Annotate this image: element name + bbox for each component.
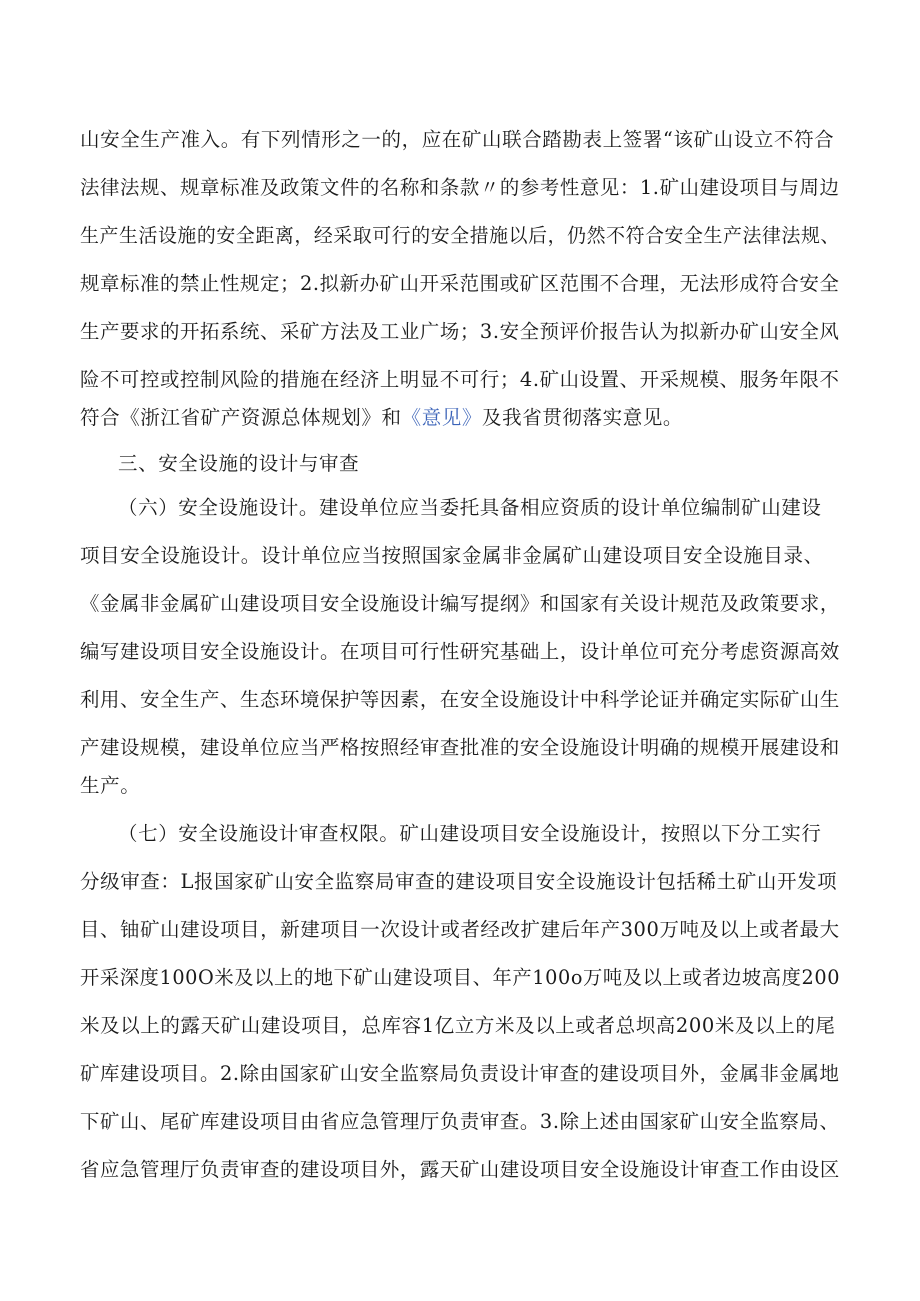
line-text-before-link: 符合《浙江省矿产资源总体规划》和 (80, 406, 402, 429)
paragraph-line: 项目安全设施设计。设计单位应当按照国家金属非金属矿山建设项目安全设施目录、 (80, 544, 824, 567)
paragraph-line: 生产要求的开拓系统、采矿方法及工业广场；3.安全预评价报告认为拟新办矿山安全风 (80, 320, 840, 343)
paragraph-line: 生产生活设施的安全距离，经采取可行的安全措施以后，仍然不符合安全生产法律法规、 (80, 224, 840, 247)
paragraph-line: 编写建设项目安全设施设计。在项目可行性研究基础上，设计单位可充分考虑资源高效 (80, 640, 840, 663)
paragraph-line: 险不可控或控制风险的措施在经济上明显不可行；4.矿山设置、开采规模、服务年限不 (80, 368, 840, 391)
paragraph-line: 法律法规、规章标准及政策文件的名称和条款〃的参考性意见：1.矿山建设项目与周边 (80, 176, 840, 199)
paragraph-line: 生产。 (80, 774, 141, 797)
line-text-after-link: 及我省贯彻落实意见。 (482, 406, 684, 429)
paragraph-line: 规章标准的禁止性规定；2.拟新办矿山开采范围或矿区范围不合理，无法形成符合安全 (80, 272, 840, 295)
paragraph-line: 利用、安全生产、生态环境保护等因素，在安全设施设计中科学论证并确定实际矿山生 (80, 688, 840, 711)
paragraph-line: 省应急管理厅负责审查的建设项目外，露天矿山建设项目安全设施设计审查工作由设区 (80, 1158, 840, 1181)
paragraph-line: 分级审查：L报国家矿山安全监察局审查的建设项目安全设施设计包括稀土矿山开发项 (80, 870, 838, 893)
section-heading: 三、安全设施的设计与审查 (118, 452, 360, 475)
paragraph-line: （六）安全设施设计。建设单位应当委托具备相应资质的设计单位编制矿山建设 (118, 496, 822, 519)
paragraph-line: 目、铀矿山建设项目，新建项目一次设计或者经改扩建后年产300万吨及以上或者最大 (80, 918, 840, 941)
paragraph-line: 山安全生产准入。有下列情形之一的，应在矿山联合踏勘表上签署“该矿山设立不符合 (80, 128, 835, 151)
paragraph-line: （七）安全设施设计审查权限。矿山建设项目安全设施设计，按照以下分工实行 (118, 822, 822, 845)
paragraph-line: 产建设规模，建设单位应当严格按照经审查批准的安全设施设计明确的规模开展建设和 (80, 736, 840, 759)
paragraph-line-with-link (80, 404, 683, 432)
paragraph-line: 米及以上的露天矿山建设项目，总库容1亿立方米及以上或者总坝高200米及以上的尾 (80, 1014, 836, 1037)
paragraph-line: 下矿山、尾矿库建设项目由省应急管理厅负责审查。3.除上述由国家矿山安全监察局、 (80, 1110, 840, 1133)
paragraph-line: 矿库建设项目。2.除由国家矿山安全监察局负责设计审查的建设项目外，金属非金属地 (80, 1062, 840, 1085)
yijian-document-link[interactable]: 《意见》 (401, 406, 483, 429)
paragraph-line: 开采深度100O米及以上的地下矿山建设项目、年产100o万吨及以上或者边坡高度200 (80, 966, 841, 989)
paragraph-line: 《金属非金属矿山建设项目安全设施设计编写提纲》和国家有关设计规范及政策要求， (80, 592, 840, 615)
